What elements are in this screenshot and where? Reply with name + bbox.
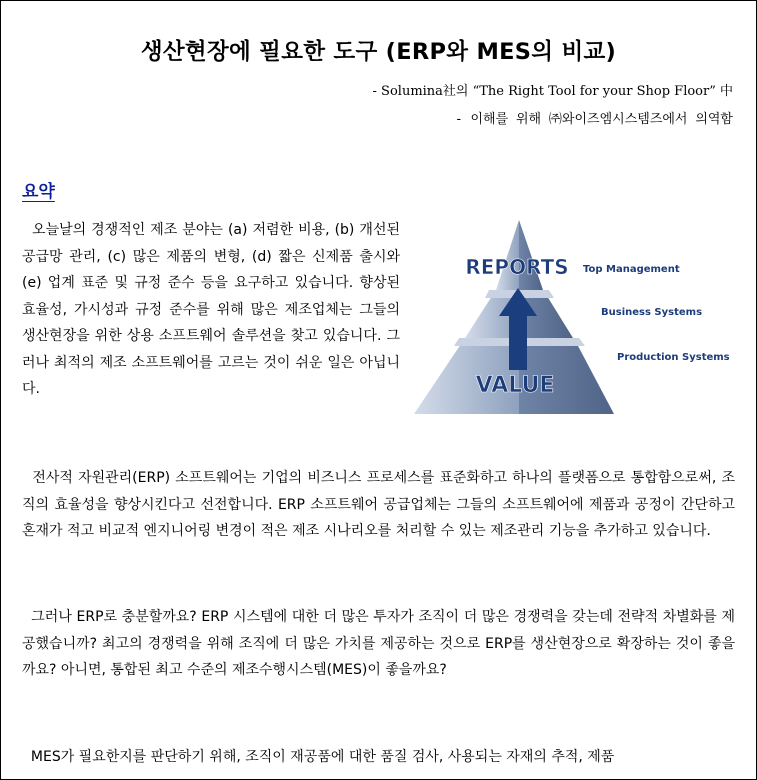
level-label-business-systems: Business Systems xyxy=(601,307,703,318)
value-pyramid-figure xyxy=(409,214,739,420)
section-heading-summary: 요약 xyxy=(22,182,55,202)
paragraph-question: 그러나 ERP로 충분할까요? ERP 시스템에 대한 더 많은 투자가 조직이 더 많은 경쟁력을 갖는데 전략적 차별화를 제공했습니까? 최고의 경쟁력을 위해 조직에 더 많은 가치를 제공하는 것으로 ERP를 생산현장으로 확장하는 것이 좋을까요? 아니면, 통합된 최고 수준의 제조수행시스템(MES)이 좋을까요? xyxy=(22,609,735,678)
source-note: - Solumina社의 “The Right Tool for your Shop Floor” 中 xyxy=(372,84,733,99)
document-title: 생산현장에 필요한 도구 (ERP와 MES의 비교) xyxy=(140,39,617,65)
value-arrow-shaft xyxy=(509,314,527,370)
paragraph-erp: 전사적 자원관리(ERP) 소프트웨어는 기업의 비즈니스 프로세스를 표준화하고 하나의 플랫폼으로 통합함으로써, 조직의 효율성을 향상시킨다고 선전합니다. ERP 소프트웨어 공급업체는 그들의 소프트웨어에 제품과 공정이 간단하고 혼재가 적고 비교적 엔지니어링 변경이 적은 제조 시나리오를 처리할 수 있는 제조관리 기능을 추가하고 있습니다. xyxy=(22,470,735,539)
reports-label: REPORTS xyxy=(465,255,569,279)
level-label-top-management: Top Management xyxy=(583,264,680,275)
value-label: VALUE xyxy=(475,373,555,398)
translator-note: - 이해를 위해 ㈜와이즈엠시스템즈에서 의역함 xyxy=(454,112,733,127)
paragraph-intro: 오늘날의 경쟁적인 제조 분야는 (a) 저렴한 비용, (b) 개선된 공급망 관리, (c) 많은 제품의 변형, (d) 짧은 신제품 출시와 (e) 업계 표준 및 규정 준수 등을 요구하고 있습니다. 향상된 효율성, 가시성과 규정 준수를 위해 많은 제조업체는 그들의 생산현장을 위한 상용 소프트웨어 솔루션을 찾고 있습니다. 그러나 최적의 제조 소프트웨어를 고르는 것이 쉬운 일은 아닙니다. xyxy=(22,222,400,397)
level-label-production-systems: Production Systems xyxy=(617,352,730,363)
paragraph-mes: MES가 필요한지를 판단하기 위해, 조직이 재공품에 대한 품질 검사, 사용되는 자재의 추적, 제품 xyxy=(22,749,615,765)
